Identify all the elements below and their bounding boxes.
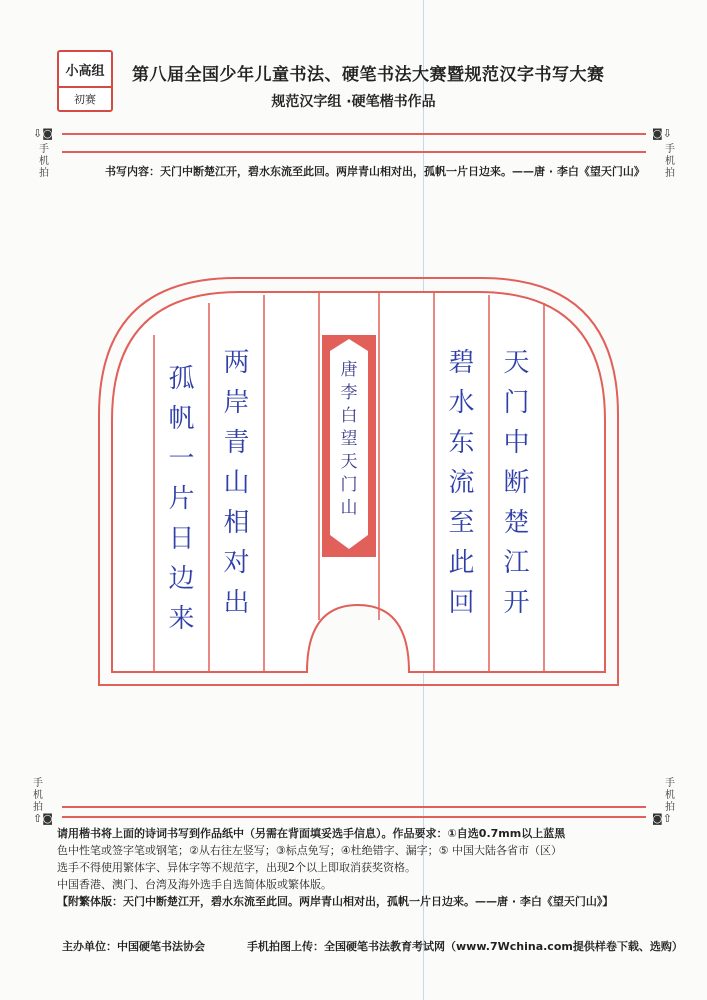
writing-content-line: 书写内容：天门中断楚江开，碧水东流至此回。两岸青山相对出，孤帆一片日边来。——唐 · 李白《望天门山》: [105, 165, 645, 178]
instructions-block: [57, 825, 657, 910]
verse-column-4: 孤 帆 一 片 日 边 来: [168, 364, 195, 634]
organizer-text: 主办单位：中国硬笔书法协会: [62, 940, 205, 953]
verse-column-1: 天 门 中 断 楚 江 开: [503, 348, 530, 618]
verse-column-3: 两 岸 青 山 相 对 出: [223, 348, 250, 618]
camera-upload-icon-right: ◙⇧: [652, 812, 672, 825]
phone-photo-label-bottom-right: 手机拍: [665, 778, 675, 813]
phone-photo-label-bottom-left: 手机拍: [33, 778, 43, 813]
bottom-divider-line: [62, 806, 646, 808]
top-divider-line: [62, 133, 646, 135]
camera-download-icon-right: ◙⇩: [652, 127, 672, 140]
verse-column-2: 碧 水 东 流 至 此 回: [448, 348, 475, 618]
instructions-line-2: 色中性笔或签字笔或钢笔；②从右往左竖写；③标点免写；④杜绝错字、漏字；⑤ 中国大陆各省市（区）: [57, 844, 562, 857]
top-divider-line-2: [62, 151, 646, 153]
instructions-line-4: 中国香港、澳门、台湾及海外选手自选简体版或繁体版。: [57, 878, 332, 891]
attribution-column: 唐 李 白 望 天 门 山: [340, 360, 358, 518]
page-subtitle: 规范汉字组 ·硬笔楷书作品: [271, 94, 436, 110]
page-title: 第八届全国少年儿童书法、硬笔书法大赛暨规范汉字书写大赛: [132, 65, 605, 85]
instructions-traditional-version: 【附繁体版：天门中断楚江开，碧水东流至此回。两岸青山相对出，孤帆一片日边来。——唐 · 李白《望天门山》】: [57, 895, 614, 908]
badge-group: 小高组: [59, 52, 111, 88]
bottom-divider-line-2: [62, 816, 646, 818]
camera-upload-icon-left: ⇧◙: [33, 812, 53, 825]
instructions-line-1: 请用楷书将上面的诗词书写到作品纸中（另需在背面填妥选手信息）。作品要求：①自选0.7mm以上蓝黑: [57, 827, 566, 840]
instructions-line-3: 选手不得使用繁体字、异体字等不规范字，出现2个以上即取消获奖资格。: [57, 861, 416, 874]
camera-download-icon-left: ⇩◙: [33, 127, 53, 140]
calligraphy-artwork: [96, 275, 621, 695]
upload-text: 手机拍图上传：全国硬笔书法教育考试网（www.7Wchina.com提供样卷下载、选购）: [247, 940, 683, 953]
badge-round: 初赛: [74, 93, 96, 106]
phone-photo-label-left: 手机拍: [39, 144, 49, 179]
phone-photo-label-right: 手机拍: [665, 144, 675, 179]
